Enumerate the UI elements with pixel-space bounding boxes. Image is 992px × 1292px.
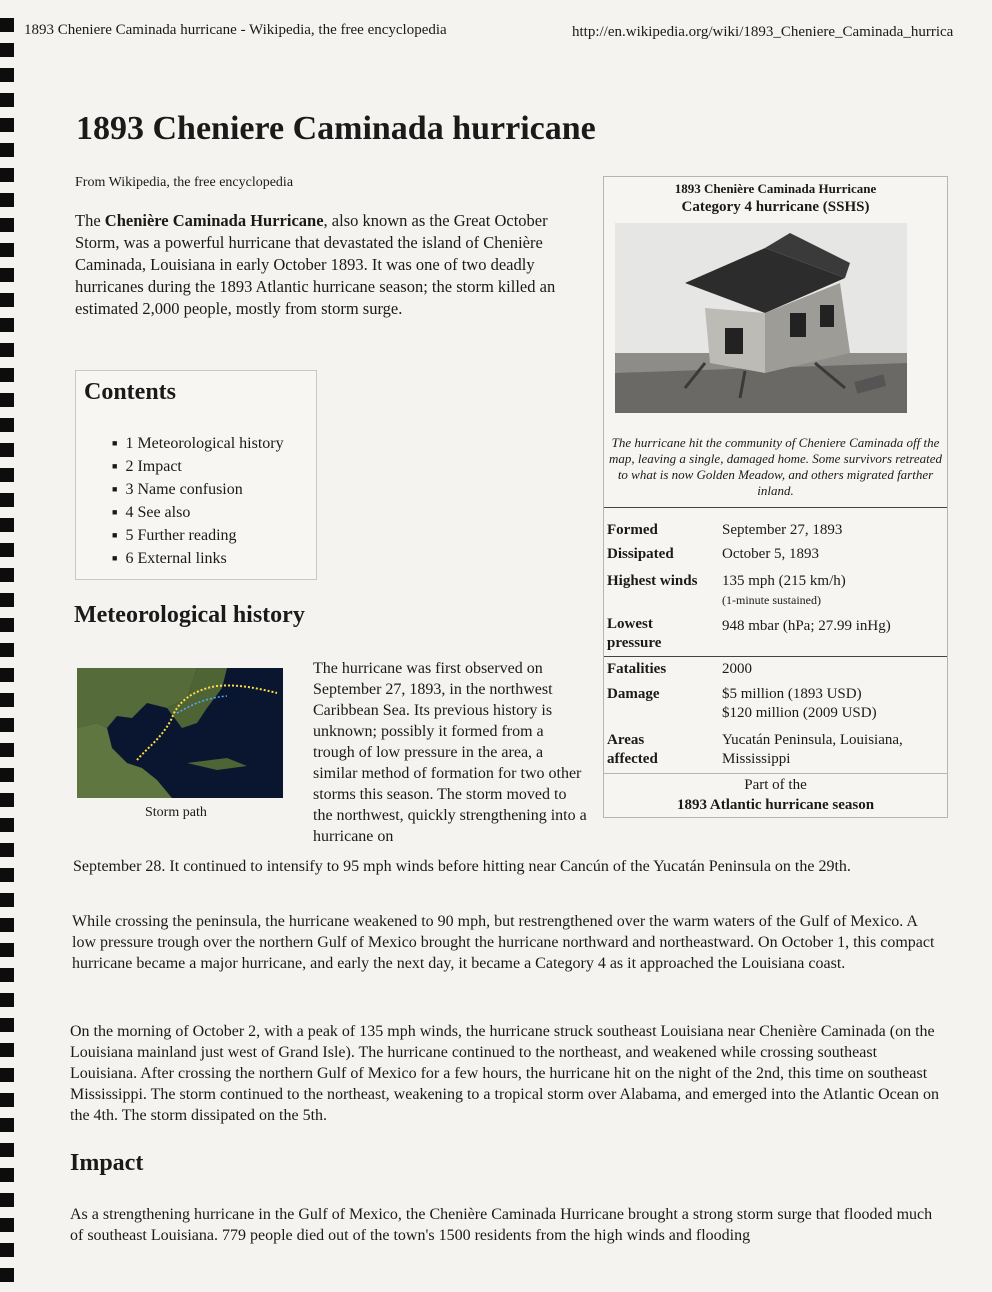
binding-hole bbox=[0, 418, 14, 432]
binding-hole bbox=[0, 393, 14, 407]
binding-hole bbox=[0, 143, 14, 157]
binding-hole bbox=[0, 793, 14, 807]
binding-hole bbox=[0, 693, 14, 707]
binding-hole bbox=[0, 768, 14, 782]
binding-hole bbox=[0, 1018, 14, 1032]
storm-path-caption: Storm path bbox=[145, 805, 207, 820]
binding-hole bbox=[0, 343, 14, 357]
storm-path-map[interactable] bbox=[77, 668, 283, 798]
binding-hole bbox=[0, 368, 14, 382]
infobox-value: Yucatán Peninsula, Louisiana, Mississippi bbox=[722, 732, 903, 767]
infobox-divider bbox=[604, 656, 947, 657]
binding-hole bbox=[0, 1043, 14, 1057]
print-header-title: 1893 Cheniere Caminada hurricane - Wikipedia, the free encyclopedia bbox=[24, 22, 447, 38]
binding-hole bbox=[0, 868, 14, 882]
binding-hole bbox=[0, 1093, 14, 1107]
binding-hole bbox=[0, 668, 14, 682]
binding-hole bbox=[0, 518, 14, 532]
binding-hole bbox=[0, 893, 14, 907]
binding-hole bbox=[0, 818, 14, 832]
binding-hole bbox=[0, 193, 14, 207]
infobox-category: Category 4 hurricane (SSHS) bbox=[681, 199, 870, 215]
damage-value-2009: $120 million (2009 USD) bbox=[722, 705, 877, 721]
infobox-value: October 5, 1893 bbox=[722, 546, 820, 562]
infobox-label: Damage bbox=[607, 686, 660, 702]
infobox-label: Formed bbox=[607, 522, 658, 538]
binding-hole bbox=[0, 918, 14, 932]
binding-hole bbox=[0, 468, 14, 482]
binding-hole bbox=[0, 493, 14, 507]
infobox-value: September 27, 1893 bbox=[722, 522, 843, 538]
binding-hole bbox=[0, 1168, 14, 1182]
binding-hole bbox=[0, 1268, 14, 1282]
infobox-label: Highest winds bbox=[607, 573, 698, 589]
infobox-divider bbox=[604, 507, 947, 508]
infobox-value: 2000 bbox=[722, 661, 752, 677]
binding-hole bbox=[0, 18, 14, 32]
binding-hole bbox=[0, 1118, 14, 1132]
binding-hole bbox=[0, 268, 14, 282]
section-heading-impact: Impact bbox=[70, 1150, 144, 1176]
binding-hole bbox=[0, 743, 14, 757]
binding-hole bbox=[0, 293, 14, 307]
met-paragraph: September 28. It continued to intensify to 95 mph winds before hitting near Cancún of the Yucatán Peninsula on the 29th. bbox=[73, 858, 851, 875]
page-title: 1893 Cheniere Caminada hurricane bbox=[76, 110, 596, 147]
binding-hole bbox=[0, 543, 14, 557]
binding-hole bbox=[0, 568, 14, 582]
toc-item[interactable]: ■ 2 Impact bbox=[112, 456, 284, 479]
infobox-value: 948 mbar (hPa; 27.99 inHg) bbox=[722, 618, 891, 634]
binding-hole bbox=[0, 593, 14, 607]
binding-hole bbox=[0, 1143, 14, 1157]
toc-item[interactable]: ■ 3 Name confusion bbox=[112, 479, 284, 502]
infobox-label: Fatalities bbox=[607, 661, 667, 677]
damage-value-1893: $5 million (1893 USD) bbox=[722, 686, 862, 702]
binding-hole bbox=[0, 318, 14, 332]
binding-hole bbox=[0, 1218, 14, 1232]
binding-hole bbox=[0, 118, 14, 132]
toc-item[interactable]: ■ 4 See also bbox=[112, 502, 284, 525]
infobox-season-link[interactable]: 1893 Atlantic hurricane season bbox=[676, 797, 875, 813]
infobox-part-of: Part of the bbox=[744, 777, 807, 793]
binding-hole bbox=[0, 218, 14, 232]
infobox-value bbox=[722, 685, 944, 723]
met-paragraph: On the morning of October 2, with a peak of 135 mph winds, the hurricane struck southeast Louisiana near Chenière Caminada (on the Louisiana mainland just west of Grand Isle). The hurricane continued to the northeast, and weakened while crossing southeast Louisiana. After crossing the northern Gulf of Mexico for a few hours, the hurricane hit on the night of the 2nd, this time on southeast Mississippi. The storm continued to the northeast, weakening to a tropical storm over Alabama, and emerged into the Atlantic Ocean on the 4th. The storm dissipated on the 5th. bbox=[70, 1023, 939, 1124]
binding-hole bbox=[0, 43, 14, 57]
winds-note: (1-minute sustained) bbox=[722, 593, 821, 607]
hurricane-infobox bbox=[603, 176, 948, 818]
met-paragraph: The hurricane was first observed on September 27, 1893, in the northwest Caribbean Sea. Its previous history is unknown; possibly it formed from a trough of low pressure in the area, a similar method of formation for two other storms this season. The storm moved to the northwest, quickly strengthening into a hurricane on bbox=[313, 660, 587, 845]
section-heading-meteorological: Meteorological history bbox=[74, 602, 305, 628]
binding-hole bbox=[0, 968, 14, 982]
met-paragraph: While crossing the peninsula, the hurricane weakened to 90 mph, but restrengthened over the warm waters of the Gulf of Mexico. A low pressure trough over the northern Gulf of Mexico brought the hurricane northward and northeastward. On October 1, this compact hurricane became a major hurricane, and early the next day, it became a Category 4 as it approached the Louisiana coast. bbox=[72, 913, 935, 972]
infobox-divider bbox=[604, 773, 947, 774]
infobox-label: Lowest pressure bbox=[607, 616, 662, 651]
infobox-label: Areas affected bbox=[607, 732, 658, 767]
damaged-house-photo[interactable] bbox=[615, 223, 907, 413]
binding-hole bbox=[0, 1193, 14, 1207]
intro-paragraph: The Chenière Caminada Hurricane, also known as the Great October Storm, was a powerful hurricane that devastated the island of Chenière Caminada, Louisiana in early October 1893. It was one of two deadly hurricanes during the 1893 Atlantic hurricane season; the storm killed an estimated 2,000 people, mostly from storm surge. bbox=[75, 211, 556, 318]
winds-value: 135 mph (215 km/h) bbox=[722, 573, 846, 589]
binding-hole bbox=[0, 93, 14, 107]
toc-item[interactable]: ■ 1 Meteorological history bbox=[112, 433, 284, 456]
binding-hole bbox=[0, 168, 14, 182]
infobox-title: 1893 Chenière Caminada Hurricane bbox=[674, 181, 877, 196]
binding-hole bbox=[0, 943, 14, 957]
toc-item[interactable]: ■ 6 External links bbox=[112, 548, 284, 571]
toc-item[interactable]: ■ 5 Further reading bbox=[112, 525, 284, 548]
infobox-label: Dissipated bbox=[607, 546, 674, 562]
binding-hole bbox=[0, 243, 14, 257]
binding-hole bbox=[0, 718, 14, 732]
table-of-contents bbox=[75, 370, 317, 580]
binding-hole bbox=[0, 68, 14, 82]
impact-paragraph: As a strengthening hurricane in the Gulf of Mexico, the Chenière Caminada Hurricane brought a strong storm surge that flooded much of southeast Louisiana. 779 people died out of the town's 1500 residents from the high winds and flooding bbox=[70, 1206, 933, 1244]
toc-heading: Contents bbox=[84, 379, 177, 405]
intro-bold-term: Chenière Caminada Hurricane bbox=[104, 211, 324, 230]
binding-hole bbox=[0, 843, 14, 857]
binding-hole bbox=[0, 443, 14, 457]
page-subtitle: From Wikipedia, the free encyclopedia bbox=[75, 175, 294, 190]
binding-hole bbox=[0, 643, 14, 657]
binding-hole bbox=[0, 993, 14, 1007]
infobox-value bbox=[722, 572, 944, 610]
print-header-url: http://en.wikipedia.org/wiki/1893_Cheniere_Caminada_hurrica bbox=[572, 24, 954, 40]
binding-hole bbox=[0, 1243, 14, 1257]
binding-hole bbox=[0, 1068, 14, 1082]
infobox-photo-caption: The hurricane hit the community of Cheniere Caminada off the map, leaving a single, damaged home. Some survivors retreated to what is now Golden Meadow, and others migrated farther inland. bbox=[608, 435, 942, 498]
binding-hole bbox=[0, 618, 14, 632]
